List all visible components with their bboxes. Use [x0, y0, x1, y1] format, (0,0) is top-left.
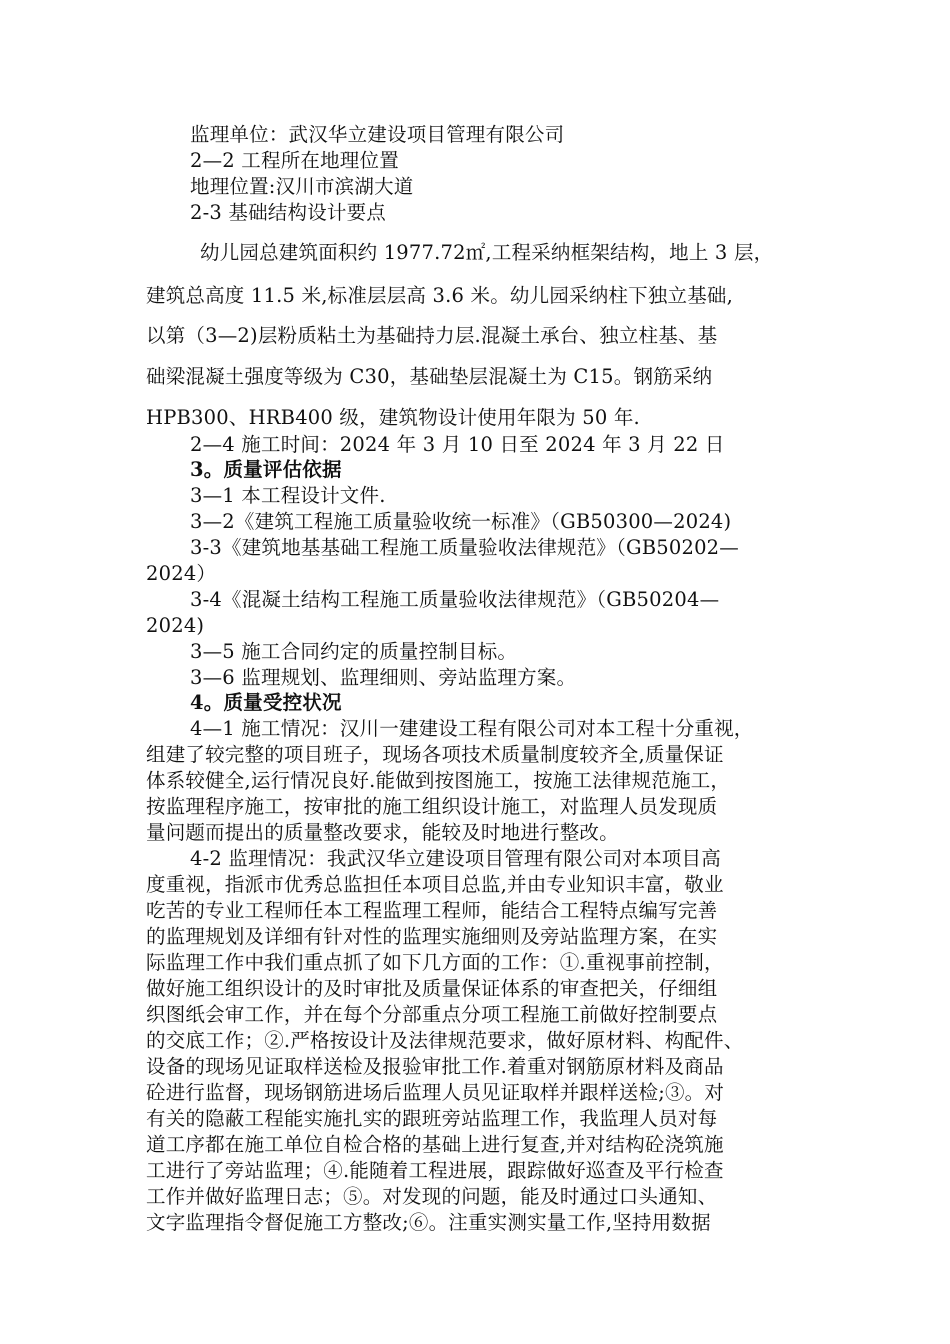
section-heading-2-3: 2-3 基础结构设计要点	[190, 201, 387, 224]
supervision-status-line: 的监理规划及详细有针对性的监理实施细则及旁站监理方案，在实	[146, 925, 718, 948]
construction-status-line: 4—1 施工情况：汉川一建建设工程有限公司对本工程十分重视，	[190, 717, 754, 740]
construction-status-line: 量问题而提出的质量整改要求，能较及时地进行整改。	[146, 821, 619, 844]
supervision-status-line: 吃苦的专业工程师任本工程监理工程师，能结合工程特点编写完善	[146, 899, 718, 922]
supervision-status-line: 文字监理指令督促施工方整改;⑥。注重实测实量工作,坚持用数据	[146, 1211, 711, 1234]
construction-status-line: 组建了较完整的项目班子，现场各项技术质量制度较齐全,质量保证	[146, 743, 724, 766]
supervision-status-line: 度重视，指派市优秀总监担任本项目总监,并由专业知识丰富，敬业	[146, 873, 724, 896]
construction-status-line: 体系较健全,运行情况良好.能做到按图施工，按施工法律规范施工，	[146, 769, 731, 792]
supervision-status-line: 设备的现场见证取样送检及报验审批工作.着重对钢筋原材料及商品	[146, 1055, 724, 1078]
section-heading-4: 4。质量受控状况	[190, 691, 342, 714]
section-heading-2-2: 2—2 工程所在地理位置	[190, 149, 399, 172]
basis-item-3-1: 3—1 本工程设计文件.	[190, 484, 386, 507]
supervision-status-line: 织图纸会审工作，并在每个分部重点分项工程施工前做好控制要点	[146, 1003, 718, 1026]
supervision-status-line: 际监理工作中我们重点抓了如下几方面的工作：①.重视事前控制，	[146, 951, 724, 974]
supervision-status-line: 道工序都在施工单位自检合格的基础上进行复查,并对结构砼浇筑施	[146, 1133, 724, 1156]
supervision-status-line: 有关的隐蔽工程能实施扎实的跟班旁站监理工作，我监理人员对每	[146, 1107, 718, 1130]
basis-item-3-6: 3—6 监理规划、监理细则、旁站监理方案。	[190, 666, 577, 689]
supervision-status-line: 工进行了旁站监理；④.能随着工程进展，跟踪做好巡查及平行检查	[146, 1159, 724, 1182]
basis-item-3-5: 3—5 施工合同约定的质量控制目标。	[190, 640, 518, 663]
design-paragraph-line: 础梁混凝土强度等级为 C30，基础垫层混凝土为 C15。钢筋采纳	[146, 365, 713, 388]
basis-item-3-3-cont: 2024）	[146, 562, 217, 585]
design-paragraph-line: 建筑总高度 11.5 米,标准层层高 3.6 米。幼儿园采纳柱下独立基础,	[146, 284, 734, 307]
construction-status-line: 按监理程序施工，按审批的施工组织设计施工，对监理人员发现质	[146, 795, 718, 818]
supervision-status-line: 4-2 监理情况：我武汉华立建设项目管理有限公司对本项目高	[190, 847, 721, 870]
basis-item-3-4: 3-4《混凝土结构工程施工质量验收法律规范》（GB50204—	[190, 588, 720, 611]
supervision-status-line: 砼进行监督，现场钢筋进场后监理人员见证取样并跟样送检;③。对	[146, 1081, 725, 1104]
supervision-status-line: 的交底工作；②.严格按设计及法律规范要求，做好原材料、构配件、	[146, 1029, 744, 1052]
supervision-status-line: 做好施工组织设计的及时审批及质量保证体系的审查把关，仔细组	[146, 977, 718, 1000]
basis-item-3-3: 3-3《建筑地基基础工程施工质量验收法律规范》（GB50202—	[190, 536, 739, 559]
design-paragraph-line: 幼儿园总建筑面积约 1977.72㎡,工程采纳框架结构，地上 3 层，	[200, 241, 774, 264]
basis-item-3-4-cont: 2024)	[146, 614, 205, 637]
supervision-status-line: 工作并做好监理日志；⑤。对发现的问题，能及时通过口头通知、	[146, 1185, 718, 1208]
location-line: 地理位置:汉川市滨湖大道	[190, 175, 414, 198]
section-heading-3: 3。质量评估依据	[190, 458, 342, 481]
basis-item-3-2: 3—2《建筑工程施工质量验收统一标准》（GB50300—2024)	[190, 510, 732, 533]
design-paragraph-line: HPB300、HRB400 级，建筑物设计使用年限为 50 年.	[146, 406, 640, 429]
design-paragraph-line: 以第（3—2)层粉质粘土为基础持力层.混凝土承台、独立柱基、基	[146, 324, 718, 347]
supervision-unit-line: 监理单位：武汉华立建设项目管理有限公司	[190, 123, 565, 146]
construction-time-line: 2—4 施工时间：2024 年 3 月 10 日至 2024 年 3 月 22 日	[190, 433, 725, 456]
